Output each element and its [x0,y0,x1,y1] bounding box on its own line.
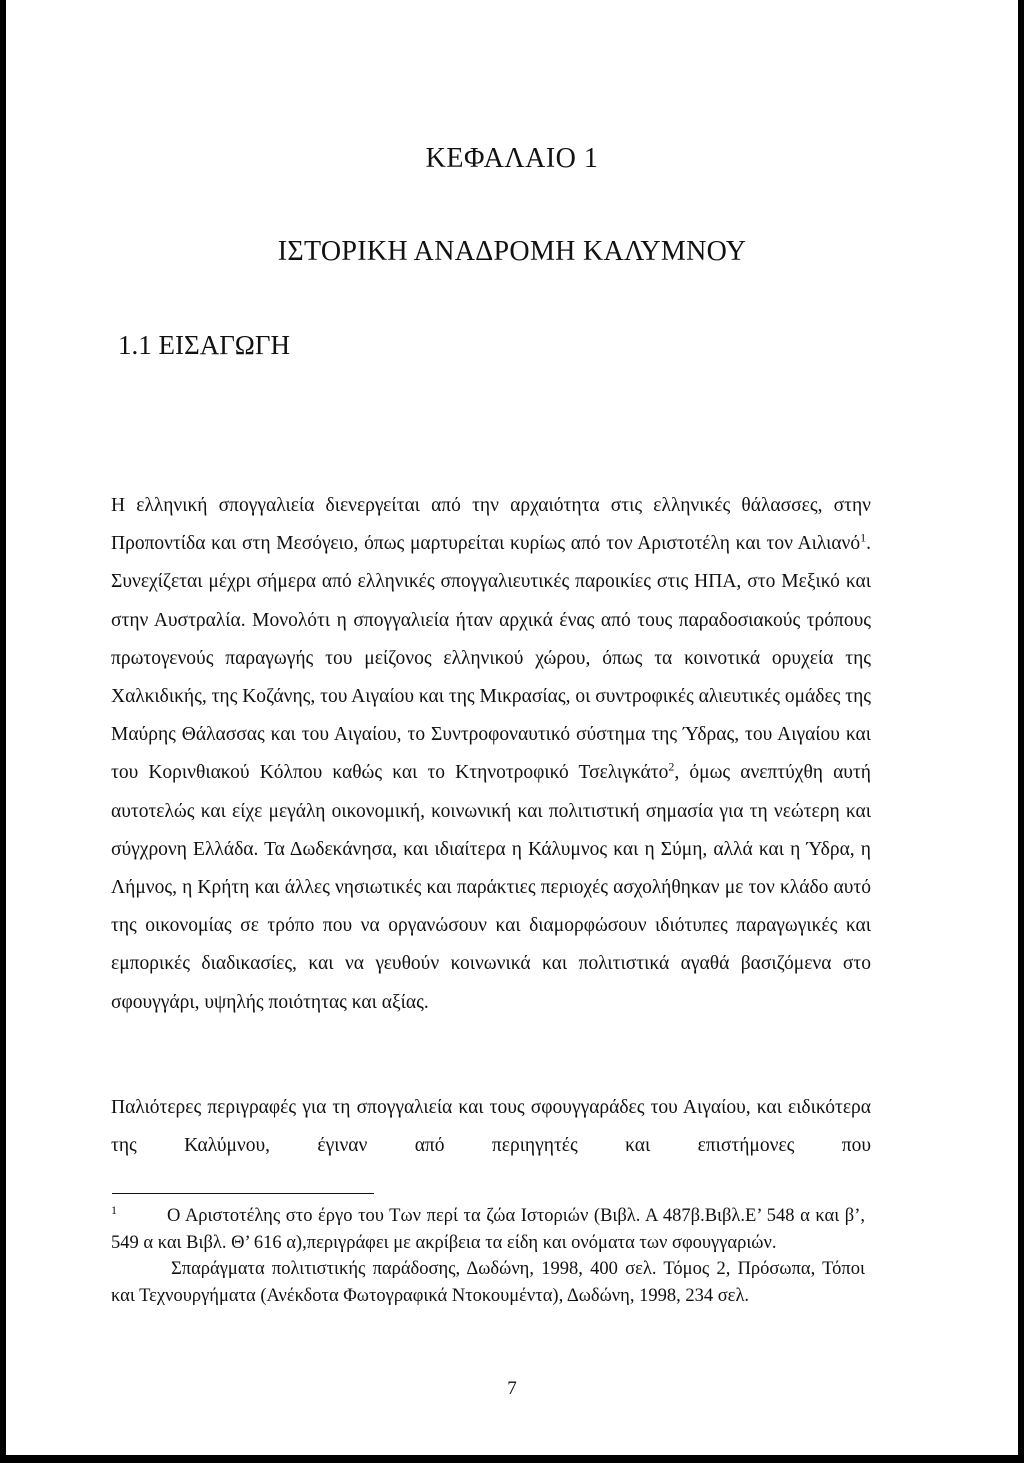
paragraph-segment: . Συνεχίζεται μέχρι σήμερα από ελληνικές σπογγαλιευτικές παροικίες στις ΗΠΑ, στο Μεξικό και στην Αυστραλία. Μονολότι η σπογγαλιεία ήταν αρχικά ένας από τους παραδοσιακούς τρόπους πρωτογενούς παραγωγής του μείζονος ελληνικού χώρου, όπως τα κοινοτικά ορυχεία της Χαλκιδικής, της Κοζάνης, του Αιγαίου και της Μικρασίας, οι συντροφικές αλιευτικές ομάδες της Μαύρης Θάλασσας και του Αιγαίου, το Συντροφοναυτικό σύστημα της Ύδρας, του Αιγαίου και του Κορινθιακού Κόλπου καθώς και το Κτηνοτροφικό Τσελιγκάτο [111,533,871,784]
footnote-text: Ο Αριστοτέλης στο έργο του Των περί τα ζώα Ιστοριών (Βιβλ. Α 487β.Βιβλ.Ε’ 548 α και β’, 549 α και Βιβλ. Θ’ 616 α),περιγράφει με ακρίβεια τα είδη και ονόματα των σφουγγαριών. [111,1206,865,1253]
paragraph-segment: Η ελληνική σπογγαλιεία διενεργείται από την αρχαιότητα στις ελληνικές θάλασσες, στην Προποντίδα και στη Μεσόγειο, όπως μαρτυρείται κυρίως από τον Αριστοτέλη και τον Αιλιανό [111,495,871,555]
section-title: 1.1 ΕΙΣΑΓΩΓΗ [118,330,290,360]
body-paragraph-descriptions [111,1089,871,1165]
footnote-divider [112,1193,374,1194]
paragraph-text: Παλιότερες περιγραφές για τη σπογγαλιεία και τους σφουγγαράδες του Αιγαίου, και ειδικότερα της Καλύμνου, έγιναν από περιηγητές και επιστήμονες που [111,1097,871,1157]
footnote-2 [111,1256,865,1309]
chapter-title: ΙΣΤΟΡΙΚΗ ΑΝΑΔΡΟΜΗ ΚΑΛΥΜΝΟΥ [277,236,747,267]
paragraph-segment: , όμως ανεπτύχθη αυτή αυτοτελώς και είχε μεγάλη οικονομική, κοινωνική και πολιτιστική σημασία για τη νεώτερη και σύγχρονη Ελλάδα. Τα Δωδεκάνησα, και ιδιαίτερα η Κάλυμνος και η Σύμη, αλλά και η Ύδρα, η Λήμνος, η Κρήτη και άλλες νησιωτικές και παράκτιες περιοχές ασχολήθηκαν με τον κλάδο αυτό της οικονομίας σε τρόπο που να οργανώσουν και διαμορφώσουν ιδιότυπες παραγωγικές και εμπορικές διαδικασίες, και να γευθούν κοινωνικά και πολιτιστικά αγαθά βασιζόμενα στο σφουγγάρι, υψηλής ποιότητας και αξίας. [111,762,872,1013]
footnotes [111,1203,865,1309]
footnote-text: Σπαράγματα πολιτιστικής παράδοσης, Δωδώνη, 1998, 400 σελ. Τόμος 2, Πρόσωπα, Τόποι και Τεχνουργήματα (Ανέκδοτα Φωτογραφικά Ντοκουμέντα), Δωδώνη, 1998, 234 σελ. [111,1259,865,1306]
body-paragraph-intro [111,487,871,1022]
page-number: 7 [507,1378,517,1399]
footnote-1: $^1$ Ο Αριστοτέλης στο έργο του Των περί τα ζώα Ιστοριών (Βιβλ. Α 487β.Βιβλ.Ε’ 548 α και β’, 549 α και Βιβλ. Θ’ 616 α),περιγράφει με ακρίβεια τα είδη και ονόματα των σφουγγαριών. [111,1202,865,1253]
footnote-reference: 2 [668,759,675,774]
paragraph-text [111,487,871,1022]
chapter-heading: ΚΕΦΑΛΑΙΟ 1 [425,143,599,174]
footnote-reference: 1 [860,530,867,545]
